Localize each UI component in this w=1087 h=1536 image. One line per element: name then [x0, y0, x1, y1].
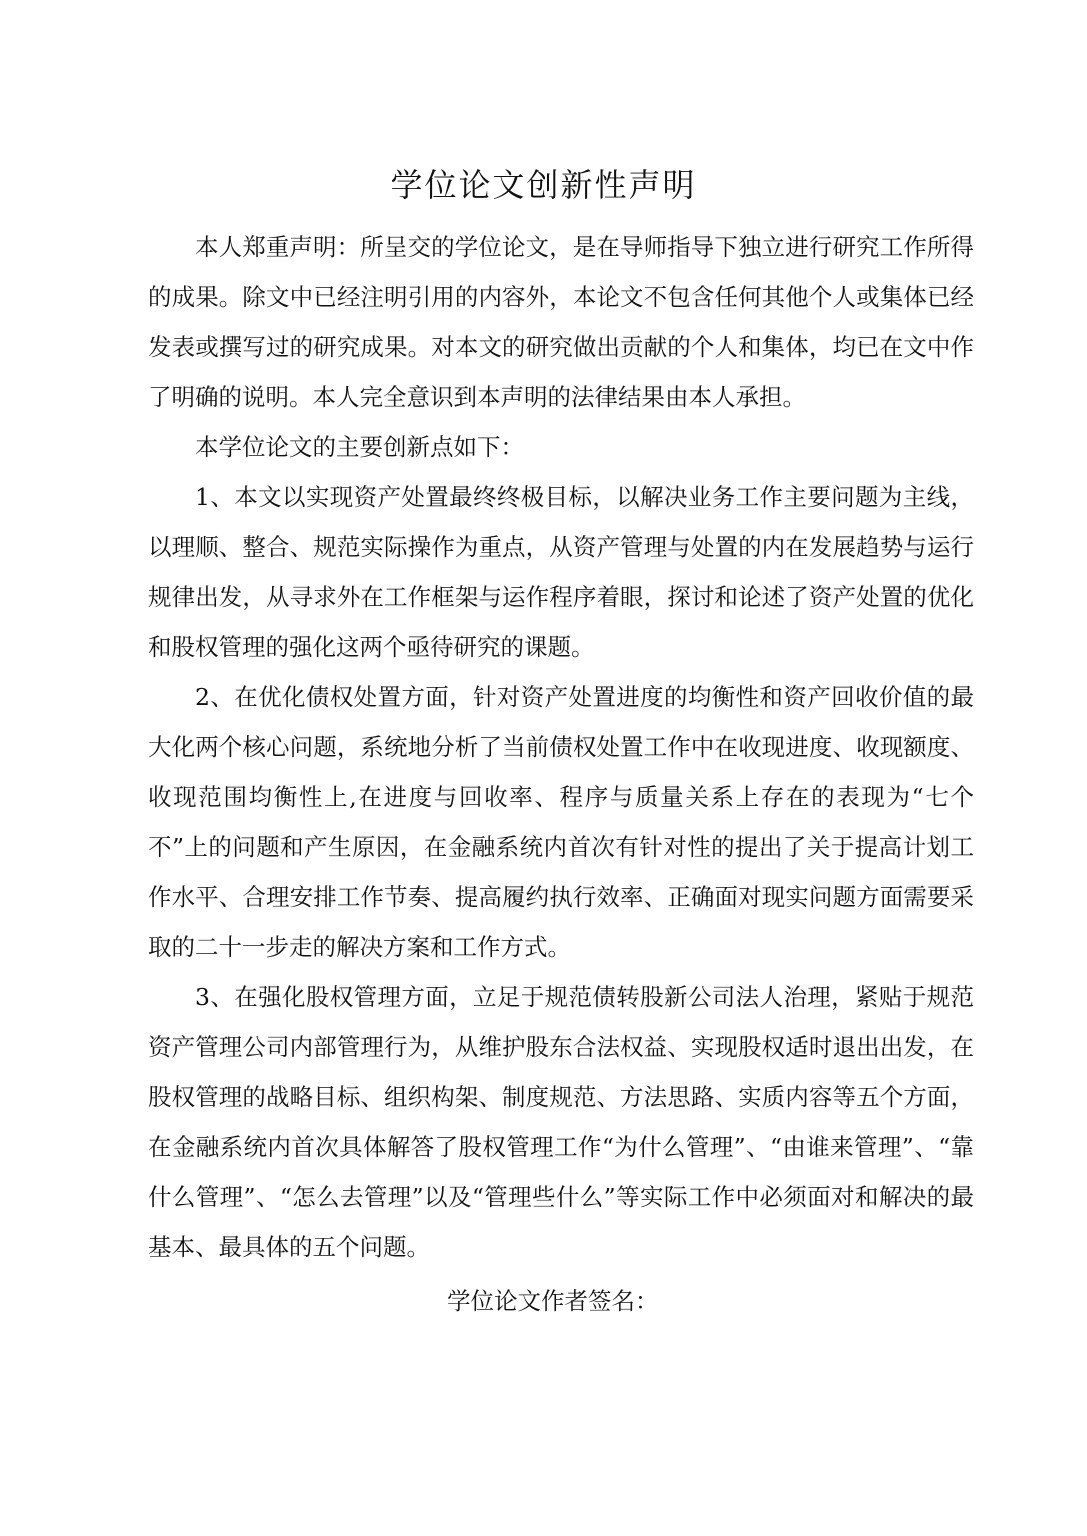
document-title: 学位论文创新性声明 — [390, 166, 697, 204]
innovation-point-2: 2、在优化债权处置方面，针对资产处置进度的均衡性和资产回收价值的最大化两个核心问题，系统地分析了当前债权处置工作中在收现进度、收现额度、收现范围均衡性上,在进度与回收率、程序与质量关系上存在的表现为“七个不”上的问题和产生原因，在金融系统内首次有针对性的提出了关于提高计划工作水平、合理安排工作节奏、提高履约执行效率、正确面对现实问题方面需要采取的二十一步走的解决方案和工作方式。 — [148, 683, 974, 961]
declaration-paragraph: 本人郑重声明：所呈交的学位论文，是在导师指导下独立进行研究工作所得的成果。除文中已经注明引用的内容外，本论文不包含任何其他个人或集体已经发表或撰写过的研究成果。对本文的研究做出贡献的个人和集体，均已在文中作了明确的说明。本人完全意识到本声明的法律结果由本人承担。 — [148, 233, 974, 411]
innovation-intro-paragraph: 本学位论文的主要创新点如下： — [195, 433, 524, 461]
author-signature-label: 学位论文作者签名： — [447, 1287, 659, 1315]
innovation-point-1: 1、本文以实现资产处置最终终极目标，以解决业务工作主要问题为主线，以理顺、整合、规范实际操作为重点，从资产管理与处置的内在发展趋势与运行规律出发，从寻求外在工作框架与运作程序着眼，探讨和论述了资产处置的优化和股权管理的强化这两个亟待研究的课题。 — [148, 483, 974, 661]
innovation-point-3: 3、在强化股权管理方面，立足于规范债转股新公司法人治理，紧贴于规范资产管理公司内部管理行为，从维护股东合法权益、实现股权适时退出出发，在股权管理的战略目标、组织构架、制度规范、方法思路、实质内容等五个方面，在金融系统内首次具体解答了股权管理工作“为什么管理”、“由谁来管理”、“靠什么管理”、“怎么去管理”以及“管理些什么”等实际工作中必须面对和解决的最基本、最具体的五个问题。 — [148, 983, 974, 1261]
declaration-body — [148, 222, 974, 1272]
